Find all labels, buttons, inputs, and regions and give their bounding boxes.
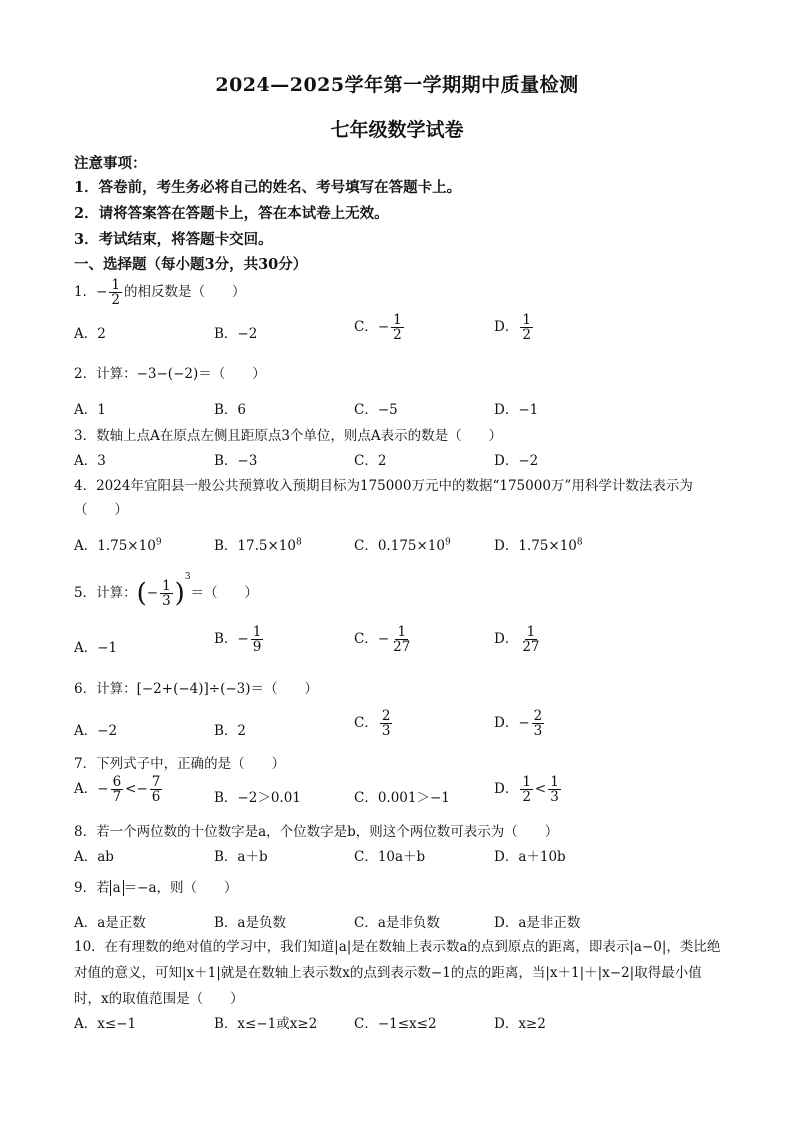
exponent: 9	[444, 537, 451, 548]
option-c	[354, 534, 451, 554]
question-text: ＝（ ）	[190, 585, 259, 601]
option-b: B．6	[214, 402, 247, 418]
numerator: 1	[526, 624, 536, 640]
option-d: D．x≥2	[494, 1016, 546, 1032]
question-text: 9．若	[74, 880, 110, 896]
option-d	[494, 775, 563, 804]
option-a: A．3	[74, 453, 106, 469]
option-c: C．a是非负数	[354, 915, 440, 931]
option-d	[494, 625, 544, 654]
option-b: B．−2	[214, 326, 258, 342]
exponent: 8	[576, 537, 583, 548]
option-a: A．2	[74, 326, 106, 342]
exponent: 3	[184, 572, 191, 582]
question-6	[74, 677, 318, 697]
fraction	[520, 625, 541, 654]
option-label: D．	[494, 538, 519, 554]
option-d	[494, 313, 535, 342]
exponent: 9	[155, 537, 162, 548]
option-label: A．	[74, 781, 98, 798]
minus-sign: −	[518, 715, 530, 732]
denominator: 3	[550, 789, 559, 806]
question-text: 6．计算：	[74, 681, 137, 697]
minus-sign: −	[96, 284, 108, 301]
option-label: B．	[214, 631, 238, 648]
question-text: 2．计算：	[74, 366, 137, 382]
option-a: A．ab	[74, 849, 114, 865]
fraction	[391, 625, 412, 654]
option-b: B．x≤−1或x≥2	[214, 1016, 318, 1032]
fraction	[548, 775, 561, 804]
denominator: 2	[522, 327, 531, 344]
option-label: C．	[354, 715, 378, 732]
option-c: C．0.001＞−1	[354, 790, 450, 806]
math-expression: 0.175×10	[377, 538, 445, 554]
denominator: 2	[393, 327, 402, 344]
answer-blank: （ ）	[264, 681, 319, 697]
question-7: 7．下列式子中，正确的是（ ）	[74, 756, 286, 772]
option-label: C．	[354, 538, 378, 554]
option-c	[354, 313, 406, 342]
denominator: 7	[112, 789, 122, 806]
minus-sign: −	[136, 781, 148, 798]
fraction	[380, 709, 393, 738]
question-10: 10．在有理数的绝对值的学习中，我们知道|a|是在数轴上表示数a的点到原点的距离，即表示|a−0|，类比绝对值的意义，可知|x＋1|就是在数轴上表示数x的点到表示数−1的点的距离，当|x＋1|＋|x−2|取得最小值时，x的取值范围是（ ）	[74, 939, 721, 1007]
option-b: B．a＋b	[214, 849, 268, 865]
fraction	[160, 579, 173, 608]
option-a: A．−2	[74, 723, 118, 739]
numerator: 2	[381, 708, 391, 724]
option-a	[74, 534, 162, 554]
minus-sign: −	[377, 631, 390, 648]
denominator: 27	[393, 639, 411, 656]
option-a	[74, 775, 164, 804]
math-expression: −3−(−2)＝	[136, 366, 212, 382]
numerator: 1	[397, 624, 407, 640]
denominator: 9	[252, 639, 262, 656]
note-item: 1．答卷前，考生务必将自己的姓名、考号填写在答题卡上。	[74, 179, 462, 196]
denominator: 2	[522, 789, 531, 806]
question-text: 的相反数是（ ）	[124, 284, 246, 301]
denominator: 27	[522, 639, 540, 656]
answer-blank: （ ）	[74, 502, 128, 518]
section-heading: 一、选择题（每小题3分，共30分）	[74, 256, 308, 273]
option-d	[494, 709, 546, 738]
option-c: C．2	[354, 453, 387, 469]
option-d: D．−2	[494, 453, 539, 469]
numerator: 1	[111, 277, 120, 293]
numerator: 1	[252, 624, 262, 640]
option-c	[354, 625, 414, 654]
fraction	[520, 775, 533, 804]
option-b: B．a是负数	[214, 915, 286, 931]
fraction	[532, 709, 545, 738]
minus-sign: −	[237, 631, 249, 648]
question-2	[74, 362, 266, 382]
option-a: A．a是正数	[74, 915, 146, 931]
minus-sign: −	[97, 781, 109, 798]
option-d: D．−1	[494, 402, 539, 418]
fraction	[251, 625, 264, 654]
math-expression: [−2+(−4)]÷(−3)＝	[136, 681, 265, 697]
option-c	[354, 709, 394, 738]
math-expression: 17.5×10	[237, 538, 296, 554]
question-4: 4．2024年宜阳县一般公共预算收入预期目标为175000万元中的数据“175000万”用科学计数法表示为	[74, 478, 693, 494]
numerator: 1	[162, 577, 171, 594]
option-b	[214, 534, 302, 554]
absolute-value: a	[110, 880, 124, 896]
option-label: D．	[494, 781, 519, 798]
option-b: B．−3	[214, 453, 258, 469]
option-label: D．	[494, 631, 519, 648]
option-label: C．	[354, 631, 378, 648]
fraction	[520, 313, 533, 342]
denominator: 3	[533, 723, 543, 740]
fraction	[391, 313, 404, 342]
relation-sign: <	[125, 781, 137, 798]
fraction	[150, 775, 163, 804]
question-5	[74, 572, 258, 609]
fraction	[111, 775, 124, 804]
denominator: 6	[151, 789, 161, 806]
denominator: 2	[111, 292, 120, 309]
option-a: A．−1	[74, 640, 118, 656]
option-d: D．a＋10b	[494, 849, 566, 865]
option-a: A．x≤−1	[74, 1016, 137, 1032]
option-label: D．	[494, 319, 519, 336]
answer-blank: （ ）	[211, 366, 266, 382]
question-9	[74, 876, 238, 896]
left-paren: (	[136, 578, 147, 609]
numerator: 7	[151, 774, 161, 790]
question-8: 8．若一个两位数的十位数字是a，个位数字是b，则这个两位数可表示为（ ）	[74, 824, 559, 840]
denominator: 3	[162, 593, 171, 609]
option-label: C．	[354, 319, 378, 336]
exam-subtitle: 七年级数学试卷	[330, 119, 464, 141]
denominator: 3	[381, 723, 391, 740]
question-1	[74, 278, 246, 307]
notes-heading: 注意事项：	[74, 155, 147, 172]
question-text: 5．计算：	[74, 585, 137, 601]
option-c: C．−1≤x≤2	[354, 1016, 437, 1032]
numerator: 1	[550, 774, 559, 790]
numerator: 1	[522, 774, 531, 790]
option-d	[494, 534, 583, 554]
option-a: A．1	[74, 402, 106, 418]
minus-sign: −	[377, 319, 390, 336]
numerator: 2	[533, 708, 543, 724]
option-b: B．2	[214, 723, 247, 739]
right-paren: )	[174, 578, 185, 609]
numerator: 1	[522, 312, 531, 328]
note-item: 3．考试结束，将答题卡交回。	[74, 231, 273, 248]
option-c: C．10a＋b	[354, 849, 426, 865]
question-3: 3．数轴上点A在原点左侧且距原点3个单位，则点A表示的数是（ ）	[74, 428, 503, 444]
option-b	[214, 625, 265, 654]
exam-title: 2024—2025学年第一学期期中质量检测	[215, 74, 579, 96]
math-expression: 1.75×10	[518, 538, 577, 554]
option-label: D．	[494, 715, 519, 732]
option-c: C．−5	[354, 402, 398, 418]
option-label: B．	[214, 538, 238, 554]
exponent: 8	[295, 537, 302, 548]
numerator: 1	[393, 312, 402, 328]
math-expression: 1.75×10	[97, 538, 156, 554]
minus-sign: −	[146, 585, 159, 601]
fraction	[109, 278, 122, 307]
relation-sign: <	[534, 781, 547, 798]
note-item: 2．请将答案答在答题卡上，答在本试卷上无效。	[74, 205, 389, 222]
option-b: B．−2＞0.01	[214, 790, 301, 806]
option-d: D．a是非正数	[494, 915, 581, 931]
question-text: ＝−a，则（ ）	[123, 880, 238, 896]
question-number: 1．	[74, 284, 97, 301]
option-label: A．	[74, 538, 98, 554]
numerator: 6	[112, 774, 122, 790]
